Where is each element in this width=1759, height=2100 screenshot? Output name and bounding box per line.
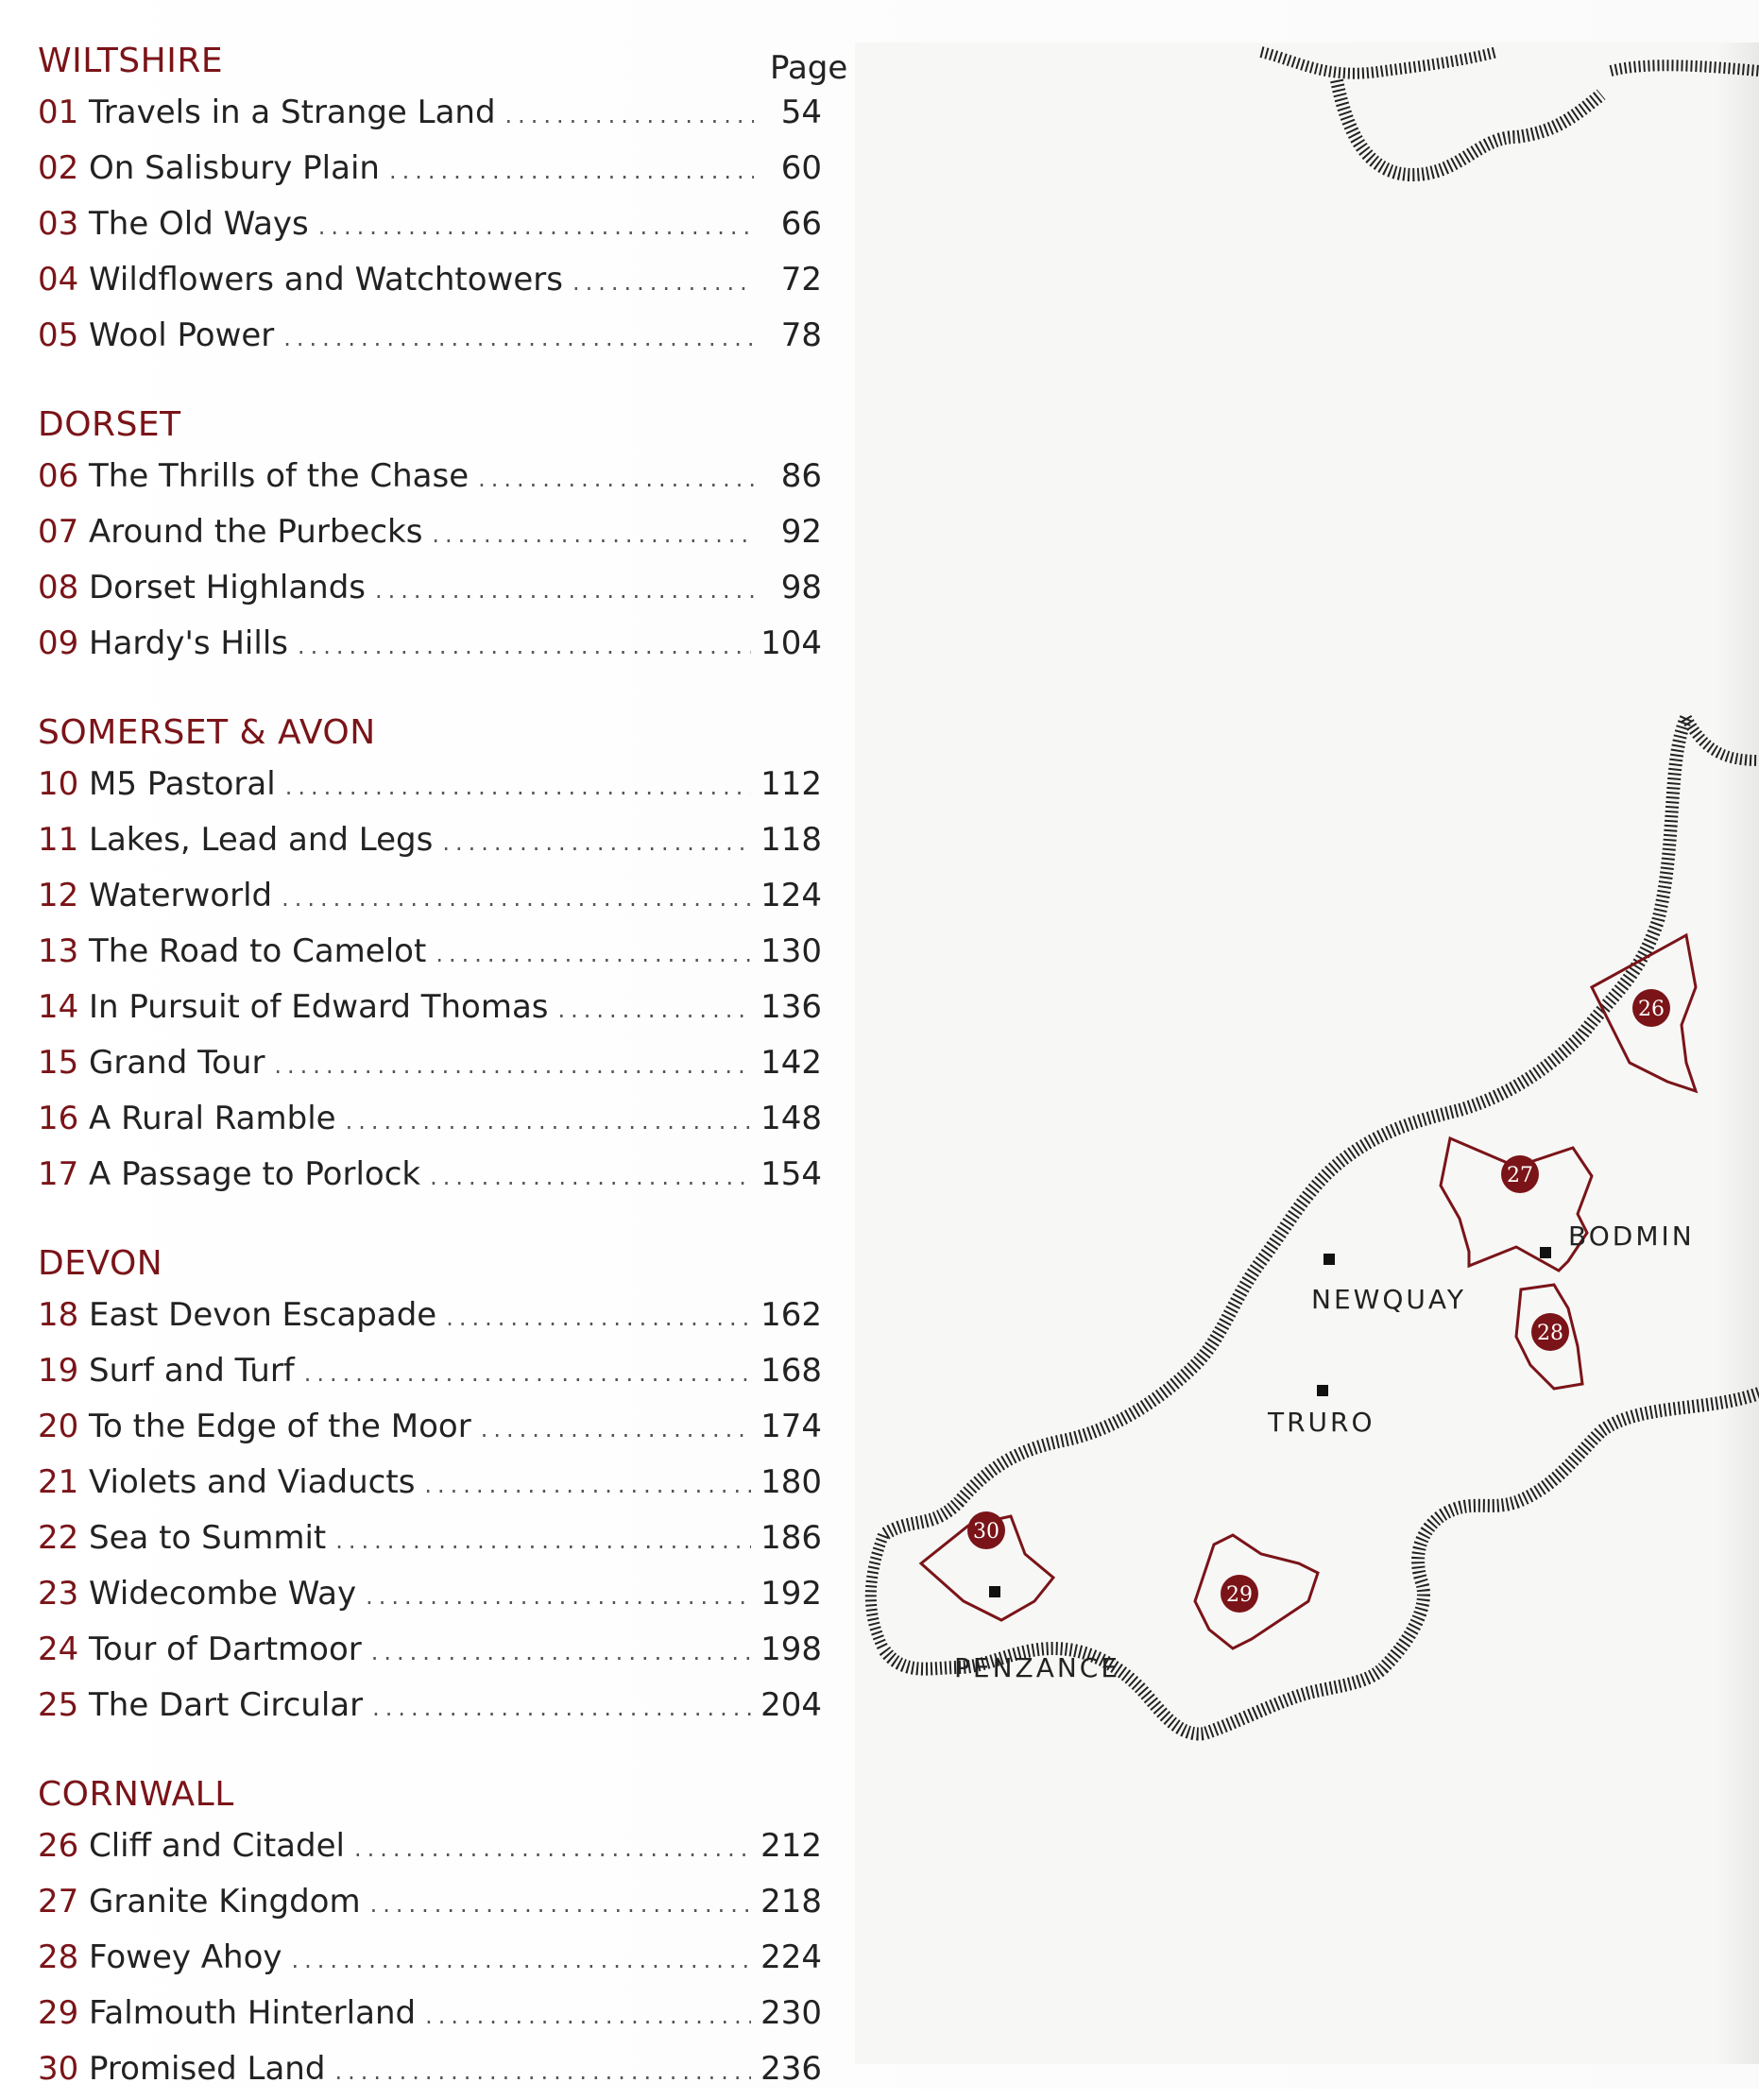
entry-number: 15 bbox=[38, 1044, 79, 1082]
entry-number: 04 bbox=[38, 261, 79, 299]
toc-entry[interactable] bbox=[38, 449, 822, 504]
entry-number: 14 bbox=[38, 988, 79, 1026]
town-marker-penzance bbox=[989, 1586, 1000, 1597]
town-label-newquay: NEWQUAY bbox=[1311, 1284, 1466, 1315]
coastline-top-left bbox=[1261, 52, 1497, 74]
entry-title: Wildflowers and Watchtowers bbox=[89, 261, 563, 299]
entry-number: 23 bbox=[38, 1575, 79, 1613]
toc-entry[interactable] bbox=[38, 924, 822, 980]
toc-entry[interactable] bbox=[38, 616, 822, 672]
cornwall-map bbox=[855, 43, 1759, 2064]
entry-number: 13 bbox=[38, 932, 79, 970]
entry-title: Dorset Highlands bbox=[89, 569, 367, 606]
toc-entry[interactable] bbox=[38, 1455, 822, 1511]
entry-page: 112 bbox=[760, 765, 822, 803]
region-wiltshire bbox=[38, 38, 822, 364]
entry-title: Granite Kingdom bbox=[89, 1883, 361, 1921]
entry-title: The Dart Circular bbox=[89, 1686, 364, 1724]
entry-page: 186 bbox=[760, 1519, 822, 1557]
entry-title: Waterworld bbox=[89, 877, 273, 914]
entry-number: 12 bbox=[38, 877, 79, 914]
entry-number: 27 bbox=[38, 1883, 79, 1921]
entry-number: 11 bbox=[38, 821, 79, 859]
dot-leader bbox=[424, 1458, 751, 1513]
region-heading: CORNWALL bbox=[38, 1775, 234, 1814]
entry-number: 26 bbox=[38, 1827, 79, 1865]
entry-number: 10 bbox=[38, 765, 79, 803]
entry-title: The Thrills of the Chase bbox=[89, 457, 470, 495]
dot-leader bbox=[304, 1346, 751, 1402]
marker-number: 30 bbox=[973, 1520, 999, 1544]
entry-title: A Rural Ramble bbox=[89, 1100, 336, 1137]
entry-title: On Salisbury Plain bbox=[89, 149, 380, 187]
entry-page: 142 bbox=[760, 1044, 822, 1082]
dot-leader bbox=[366, 1569, 751, 1625]
entry-number: 17 bbox=[38, 1155, 79, 1193]
region-heading: WILTSHIRE bbox=[38, 42, 224, 80]
entry-title: Fowey Ahoy bbox=[89, 1938, 282, 1976]
region-dorset bbox=[38, 401, 822, 672]
entry-title: Widecombe Way bbox=[89, 1575, 357, 1613]
entry-page: 204 bbox=[760, 1686, 822, 1724]
dot-leader bbox=[335, 1513, 751, 1569]
entry-title: Hardy's Hills bbox=[89, 624, 288, 662]
town-label-bodmin: BODMIN bbox=[1568, 1221, 1695, 1252]
toc-entry[interactable] bbox=[38, 812, 822, 868]
entry-title: Travels in a Strange Land bbox=[89, 94, 496, 131]
entry-number: 07 bbox=[38, 513, 79, 551]
entry-page: 78 bbox=[780, 316, 822, 354]
coastline-top-bay bbox=[1337, 80, 1601, 175]
entry-page: 224 bbox=[760, 1938, 822, 1976]
entry-page: 230 bbox=[760, 1994, 822, 2032]
dot-leader bbox=[370, 1877, 752, 1933]
walk-marker-28[interactable] bbox=[1531, 1313, 1569, 1351]
toc-entry[interactable] bbox=[38, 1566, 822, 1622]
entry-page: 148 bbox=[760, 1100, 822, 1137]
region-heading: SOMERSET & AVON bbox=[38, 713, 376, 752]
entry-title: Grand Tour bbox=[89, 1044, 265, 1082]
entry-number: 18 bbox=[38, 1296, 79, 1334]
entry-title: Sea to Summit bbox=[89, 1519, 327, 1557]
toc-entry[interactable] bbox=[38, 560, 822, 616]
toc-entry[interactable] bbox=[38, 308, 822, 364]
entry-page: 86 bbox=[780, 457, 822, 495]
toc-entry[interactable] bbox=[38, 1399, 822, 1455]
entry-page: 236 bbox=[760, 2050, 822, 2088]
toc-entry[interactable] bbox=[38, 868, 822, 924]
entry-number: 01 bbox=[38, 94, 79, 131]
dot-leader bbox=[318, 199, 754, 255]
entry-page: 124 bbox=[760, 877, 822, 914]
dot-leader bbox=[505, 88, 754, 144]
entry-page: 168 bbox=[760, 1352, 822, 1390]
dot-leader bbox=[442, 815, 751, 871]
marker-number: 27 bbox=[1507, 1164, 1533, 1187]
dot-leader bbox=[572, 255, 754, 311]
entry-page: 92 bbox=[780, 513, 822, 551]
dot-leader bbox=[285, 760, 751, 815]
toc-entry[interactable] bbox=[38, 1986, 822, 2041]
entry-page: 162 bbox=[760, 1296, 822, 1334]
coastline-west-tip bbox=[871, 1535, 883, 1648]
dot-leader bbox=[558, 982, 752, 1038]
entry-number: 28 bbox=[38, 1938, 79, 1976]
entry-page: 72 bbox=[780, 261, 822, 299]
entry-number: 06 bbox=[38, 457, 79, 495]
town-label-truro: TRURO bbox=[1268, 1407, 1375, 1438]
entry-title: The Road to Camelot bbox=[89, 932, 427, 970]
toc-entry[interactable] bbox=[38, 1288, 822, 1343]
entry-page: 212 bbox=[760, 1827, 822, 1865]
entry-page: 174 bbox=[760, 1408, 822, 1445]
entry-page: 180 bbox=[760, 1463, 822, 1501]
town-marker-truro bbox=[1317, 1385, 1328, 1396]
entry-title: M5 Pastoral bbox=[89, 765, 276, 803]
dot-leader bbox=[372, 1681, 751, 1736]
entry-number: 22 bbox=[38, 1519, 79, 1557]
toc-entry[interactable] bbox=[38, 1147, 822, 1203]
entry-number: 24 bbox=[38, 1630, 79, 1668]
entry-number: 05 bbox=[38, 316, 79, 354]
dot-leader bbox=[298, 619, 751, 674]
dot-leader bbox=[371, 1625, 751, 1681]
marker-number: 26 bbox=[1638, 998, 1665, 1021]
entry-page: 154 bbox=[760, 1155, 822, 1193]
entry-number: 19 bbox=[38, 1352, 79, 1390]
entry-number: 08 bbox=[38, 569, 79, 606]
dot-leader bbox=[375, 563, 754, 619]
toc-entry[interactable] bbox=[38, 2041, 822, 2097]
toc-entry[interactable] bbox=[38, 252, 822, 308]
marker-number: 28 bbox=[1537, 1322, 1563, 1345]
entry-page: 136 bbox=[760, 988, 822, 1026]
toc-entry[interactable] bbox=[38, 1930, 822, 1986]
toc-entry[interactable] bbox=[38, 85, 822, 141]
region-devon bbox=[38, 1240, 822, 1733]
entry-page: 98 bbox=[780, 569, 822, 606]
walk-marker-26[interactable] bbox=[1632, 989, 1670, 1027]
entry-number: 29 bbox=[38, 1994, 79, 2032]
entry-title: To the Edge of the Moor bbox=[89, 1408, 471, 1445]
entry-number: 16 bbox=[38, 1100, 79, 1137]
dot-leader bbox=[446, 1290, 751, 1346]
entry-title: Promised Land bbox=[89, 2050, 326, 2088]
toc-entry[interactable] bbox=[38, 504, 822, 560]
entry-page: 198 bbox=[760, 1630, 822, 1668]
region-somerset-avon bbox=[38, 709, 822, 1203]
entry-title: Around the Purbecks bbox=[89, 513, 423, 551]
entry-title: Falmouth Hinterland bbox=[89, 1994, 417, 2032]
entry-number: 20 bbox=[38, 1408, 79, 1445]
region-heading: DEVON bbox=[38, 1244, 163, 1283]
toc-entry[interactable] bbox=[38, 757, 822, 812]
entry-title: Tour of Dartmoor bbox=[89, 1630, 362, 1668]
dot-leader bbox=[425, 1989, 751, 2044]
toc-entry[interactable] bbox=[38, 141, 822, 196]
entry-page: 54 bbox=[780, 94, 822, 131]
walk-marker-30[interactable] bbox=[967, 1511, 1005, 1549]
page-gutter-shadow bbox=[1716, 43, 1759, 2064]
town-marker-newquay bbox=[1324, 1254, 1335, 1265]
dot-leader bbox=[282, 871, 751, 927]
toc-entry[interactable] bbox=[38, 1622, 822, 1678]
dot-leader bbox=[274, 1038, 751, 1094]
entry-page: 118 bbox=[760, 821, 822, 859]
dot-leader bbox=[435, 927, 751, 982]
entry-title: In Pursuit of Edward Thomas bbox=[89, 988, 549, 1026]
dot-leader bbox=[354, 1821, 751, 1877]
entry-title: Surf and Turf bbox=[89, 1352, 295, 1390]
entry-page: 66 bbox=[780, 205, 822, 243]
entry-page: 192 bbox=[760, 1575, 822, 1613]
entry-number: 09 bbox=[38, 624, 79, 662]
dot-leader bbox=[283, 311, 754, 367]
toc-entry[interactable] bbox=[38, 1511, 822, 1566]
entry-page: 60 bbox=[780, 149, 822, 187]
dot-leader bbox=[478, 452, 754, 507]
town-marker-bodmin bbox=[1540, 1247, 1551, 1258]
region-heading: DORSET bbox=[38, 405, 181, 444]
entry-title: East Devon Escapade bbox=[89, 1296, 437, 1334]
toc-entry[interactable] bbox=[38, 1874, 822, 1930]
toc-entry[interactable] bbox=[38, 1678, 822, 1733]
entry-page: 130 bbox=[760, 932, 822, 970]
walk-marker-27[interactable] bbox=[1501, 1155, 1539, 1193]
entry-title: The Old Ways bbox=[89, 205, 309, 243]
dot-leader bbox=[346, 1094, 752, 1150]
entry-number: 25 bbox=[38, 1686, 79, 1724]
entry-title: Wool Power bbox=[89, 316, 275, 354]
entry-number: 02 bbox=[38, 149, 79, 187]
town-label-penzance: PENZANCE bbox=[954, 1652, 1121, 1683]
dot-leader bbox=[430, 1150, 751, 1205]
cornwall-map-panel bbox=[855, 43, 1759, 2064]
dot-leader bbox=[432, 507, 754, 563]
marker-number: 29 bbox=[1226, 1583, 1253, 1607]
entry-number: 03 bbox=[38, 205, 79, 243]
dot-leader bbox=[389, 144, 754, 199]
entry-title: Violets and Viaducts bbox=[89, 1463, 416, 1501]
entry-page: 218 bbox=[760, 1883, 822, 1921]
toc-entry[interactable] bbox=[38, 1343, 822, 1399]
page-column-header: Page bbox=[770, 49, 848, 87]
entry-number: 21 bbox=[38, 1463, 79, 1501]
dot-leader bbox=[292, 1933, 752, 1989]
entry-number: 30 bbox=[38, 2050, 79, 2088]
table-of-contents bbox=[38, 38, 848, 2097]
entry-title: Lakes, Lead and Legs bbox=[89, 821, 434, 859]
entry-page: 104 bbox=[760, 624, 822, 662]
dot-leader bbox=[334, 2044, 751, 2100]
toc-entry[interactable] bbox=[38, 1035, 822, 1091]
toc-entry[interactable] bbox=[38, 1091, 822, 1147]
walk-marker-29[interactable] bbox=[1221, 1575, 1258, 1613]
toc-entry[interactable] bbox=[38, 1818, 822, 1874]
entry-title: A Passage to Porlock bbox=[89, 1155, 421, 1193]
region-cornwall bbox=[38, 1771, 822, 2097]
toc-entry[interactable] bbox=[38, 980, 822, 1035]
toc-entry[interactable] bbox=[38, 196, 822, 252]
dot-leader bbox=[481, 1402, 751, 1458]
entry-title: Cliff and Citadel bbox=[89, 1827, 345, 1865]
